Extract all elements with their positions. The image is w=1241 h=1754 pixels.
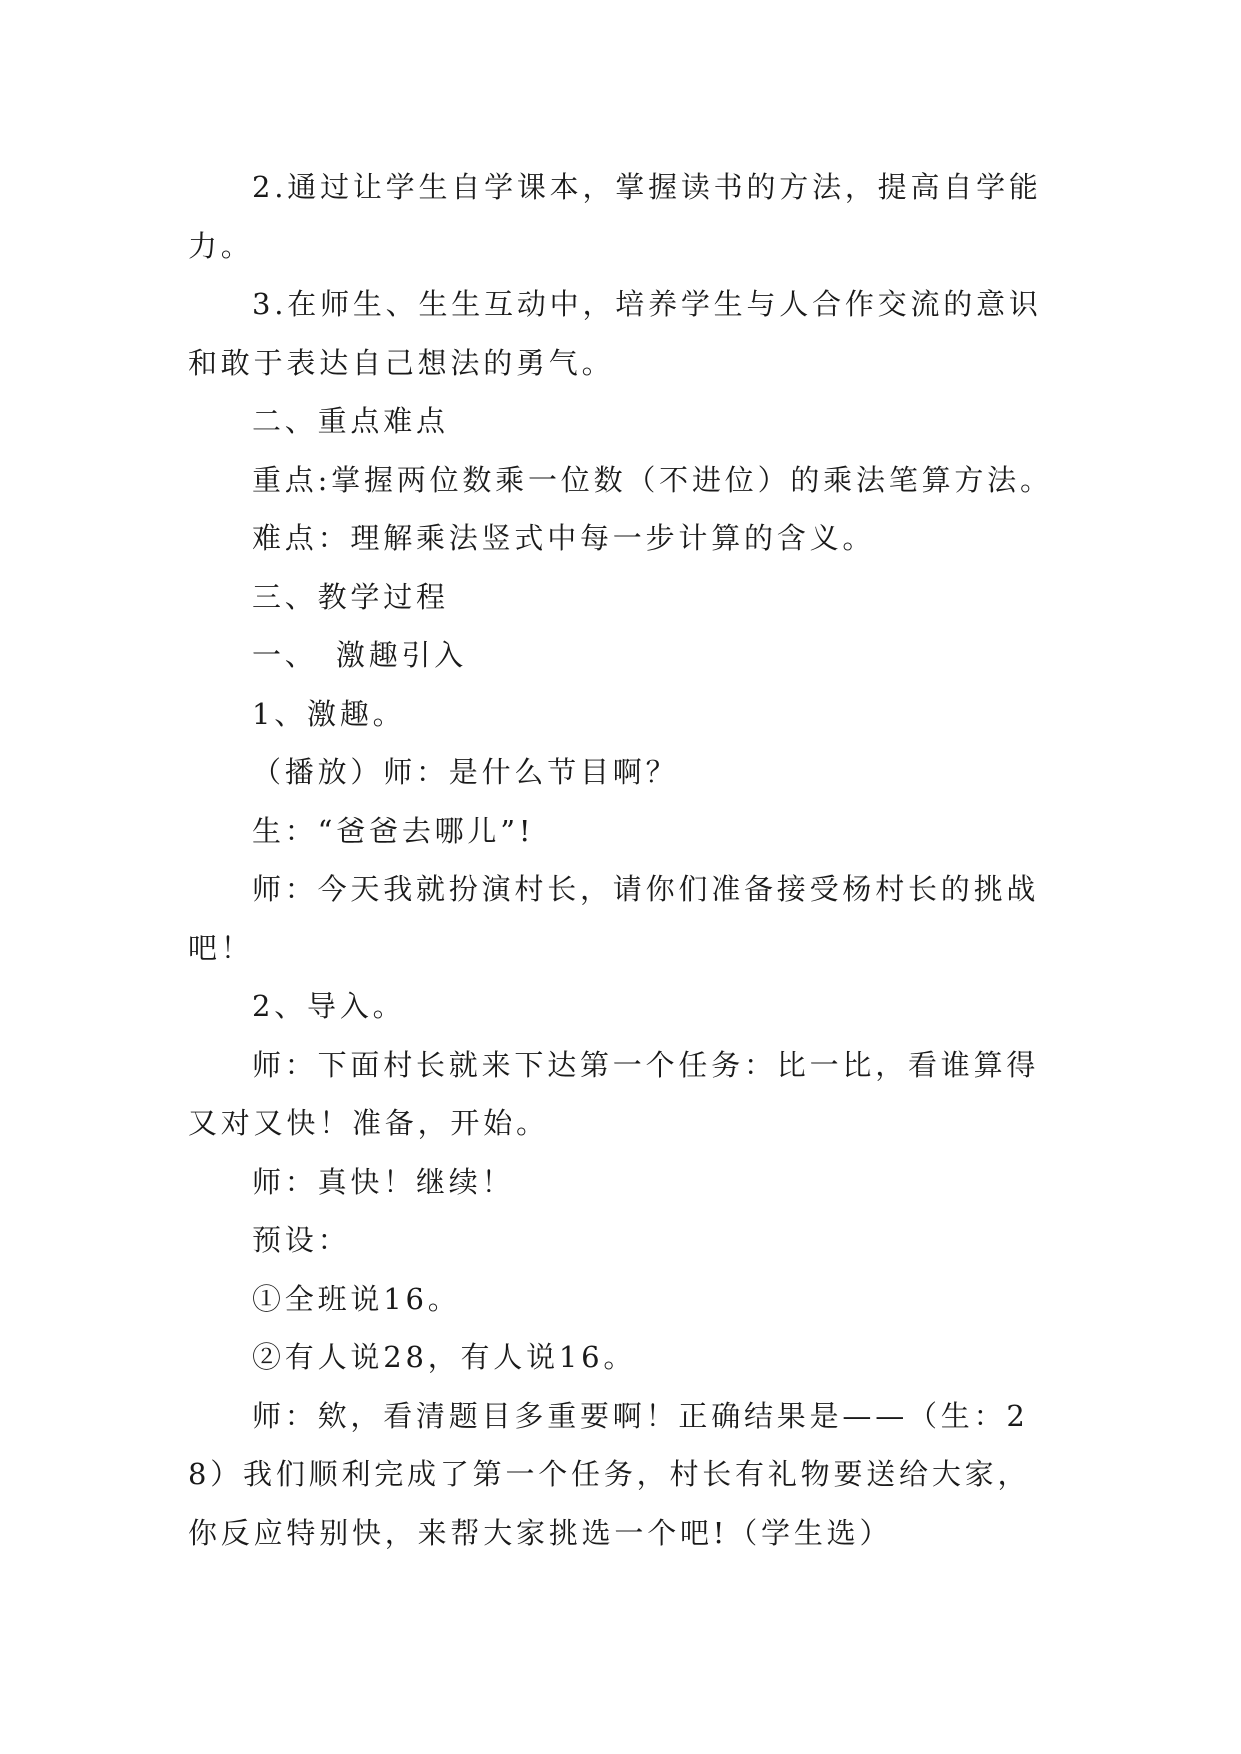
dialogue-line: 师：欸，看清题目多重要啊！正确结果是——（生：28）我们顺利完成了第一个任务，村长有礼物要送给大家，你反应特别快，来帮大家挑选一个吧!（学生选） <box>188 1398 1031 1550</box>
section-heading-teaching-process: 三、教学过程 <box>252 579 449 614</box>
dialogue-line: 师：真快！继续！ <box>252 1164 515 1199</box>
section-heading-key-points: 二、重点难点 <box>252 404 449 438</box>
preset-label: 预设： <box>252 1223 351 1257</box>
document-body <box>188 158 1058 1562</box>
dialogue-line: （播放）师：是什么节目啊？ <box>252 755 679 789</box>
dialogue-line: 生：“爸爸去哪儿”! <box>252 813 535 848</box>
paragraph-objective-2: 2.通过让学生自学课本，掌握读书的方法，提高自学能力。 <box>188 170 1042 263</box>
step-heading-2: 2、导入。 <box>252 989 406 1023</box>
paragraph-key-point: 重点:掌握两位数乘一位数（不进位）的乘法笔算方法。 <box>252 462 1053 497</box>
subsection-heading-intro: 一、 激趣引入 <box>252 638 468 672</box>
paragraph-objective-3: 3.在师生、生生互动中，培养学生与人合作交流的意识和敢于表达自己想法的勇气。 <box>188 287 1042 380</box>
paragraph-difficult-point: 难点：理解乘法竖式中每一步计算的含义。 <box>252 521 876 555</box>
dialogue-line: 师：下面村长就来下达第一个任务：比一比，看谁算得又对又快！准备，开始。 <box>188 1047 1040 1140</box>
step-heading-1: 1、激趣。 <box>252 696 406 731</box>
dialogue-line: 师：今天我就扮演村长，请你们准备接受杨村长的挑战吧！ <box>188 872 1040 965</box>
preset-item-2: ②有人说28，有人说16。 <box>252 1340 637 1374</box>
preset-item-1: ①全班说16。 <box>252 1281 461 1316</box>
